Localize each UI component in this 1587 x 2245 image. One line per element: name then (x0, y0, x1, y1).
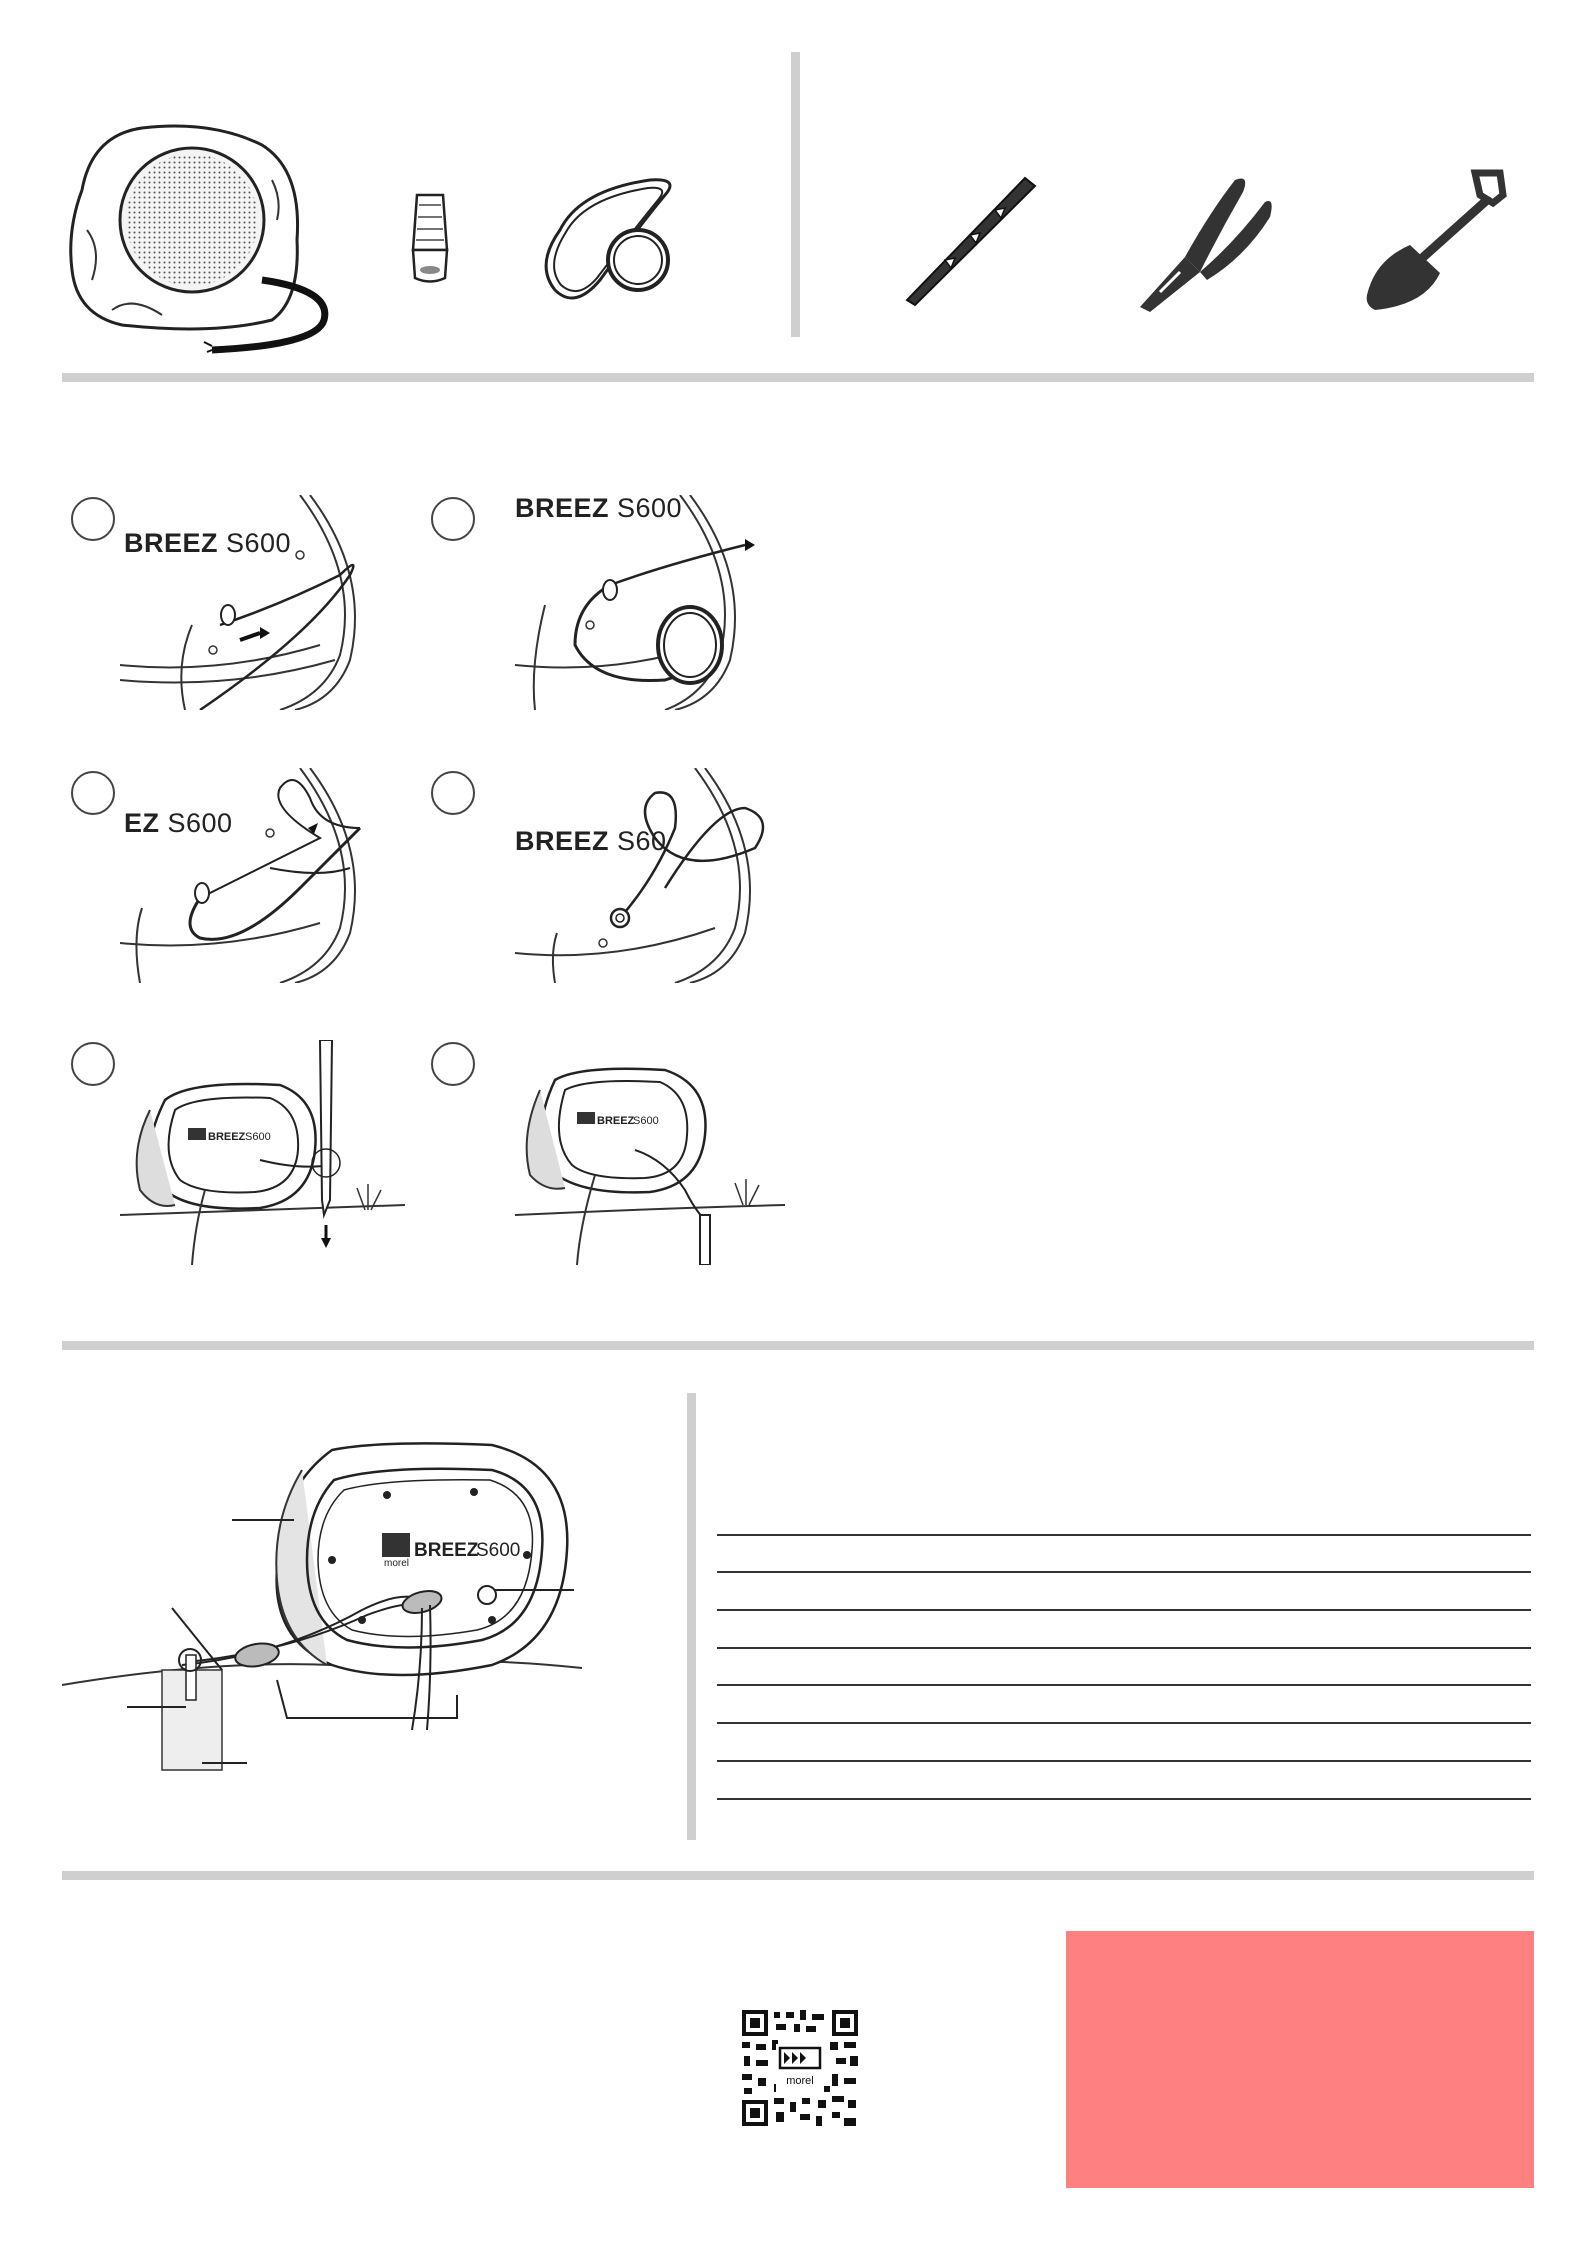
speaker-rock-illustration (62, 120, 337, 365)
blank-line-4 (717, 1647, 1531, 1649)
cable-tie-icon (530, 170, 690, 320)
step-6-illustration (515, 1040, 800, 1265)
diagram-model: S600 (476, 1540, 521, 1561)
blank-line-7 (717, 1760, 1531, 1762)
blank-line-2 (717, 1571, 1531, 1573)
step-5-mini-brand: BREEZ (208, 1131, 246, 1143)
top-vertical-divider (791, 52, 800, 337)
step-5-mini-model: S600 (245, 1131, 271, 1143)
qr-logo-text: morel (786, 2075, 814, 2087)
step-6-marker (431, 1042, 475, 1086)
step-1-brand-label: BREEZ S600 (124, 528, 292, 558)
blank-line-8 (717, 1798, 1531, 1800)
step-2-marker (431, 497, 475, 541)
blank-line-1 (717, 1534, 1531, 1536)
diagram-logo-mark (382, 1533, 410, 1557)
wire-nut-icon (405, 190, 455, 285)
shovel-icon (1355, 165, 1515, 315)
divider-middle (62, 1341, 1534, 1350)
installation-diagram (62, 1440, 597, 1795)
step-6-mini-model: S600 (633, 1115, 659, 1127)
step-6-mini-brand: BREEZ (597, 1115, 635, 1127)
diagram-logo-text: morel (384, 1558, 410, 1569)
step-4-brand-label: BREEZ S60 (515, 826, 667, 856)
step-1-marker (71, 497, 115, 541)
step-4-marker (431, 771, 475, 815)
accent-panel (1066, 1931, 1534, 2188)
step-5-illustration (120, 1040, 410, 1265)
divider-top (62, 373, 1534, 382)
divider-bottom (62, 1871, 1534, 1880)
blank-line-6 (717, 1722, 1531, 1724)
step-3-marker (71, 771, 115, 815)
step-4-illustration (515, 768, 775, 983)
step-3-illustration (120, 768, 380, 983)
step-5-marker (71, 1042, 115, 1086)
blank-line-5 (717, 1684, 1531, 1686)
diagram-vertical-divider (687, 1393, 696, 1840)
step-3-brand-label: EZ S600 (124, 808, 233, 838)
step-2-illustration (515, 495, 775, 710)
qr-code-icon[interactable] (740, 2008, 860, 2128)
diagram-brand: BREEZ (414, 1540, 479, 1561)
pliers-icon (1125, 172, 1275, 317)
blank-line-3 (717, 1609, 1531, 1611)
step-2-brand-label: BREEZ S600 (515, 493, 683, 523)
ground-stake-icon (895, 170, 1045, 315)
